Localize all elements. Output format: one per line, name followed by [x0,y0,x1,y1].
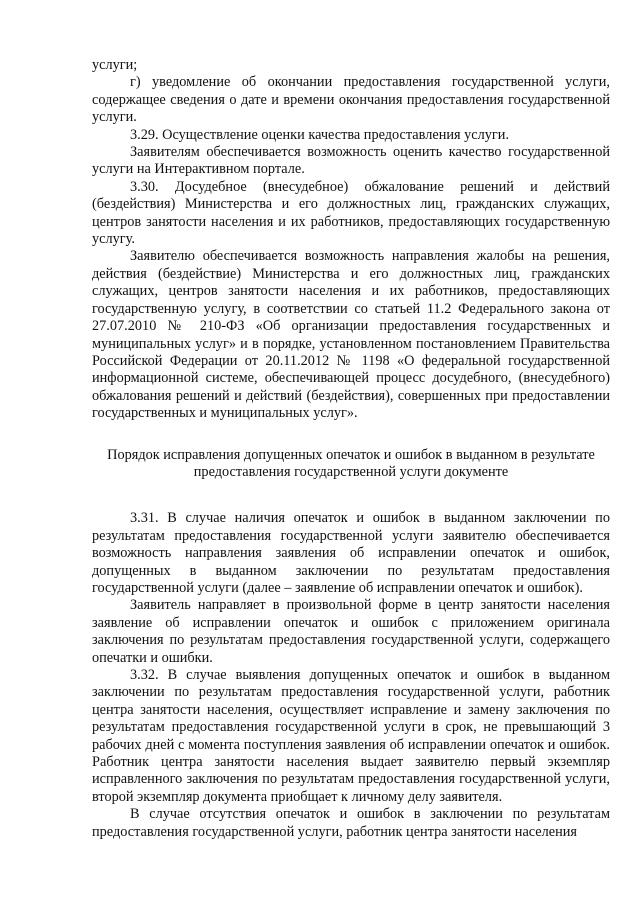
paragraph-3-31: 3.31. В случае наличия опечаток и ошибок в выданном заключении по результатам предоставления государственной услуги заявителю обеспечивается возможность направления заявления об исправлении опечаток и ошибок, допущенных в выданном заключении по результатам предоставления государственной услуги (далее – заявление об исправлении опечаток и ошибок). [92,510,610,596]
paragraph-no-errors: В случае отсутствия опечаток и ошибок в заключении по результатам предоставления государственной услуги, работник центра занятости населения [92,806,610,840]
paragraph-3-30: 3.30. Досудебное (внесудебное) обжалование решений и действий (бездействия) Министерства и его должностных лиц, гражданских служащих, центров занятости населения и их работников, предоставляющих государственную услугу. [92,178,610,248]
paragraph-3-29: 3.29. Осуществление оценки качества предоставления услуги. [130,126,510,143]
paragraph-applicant-request: Заявитель направляет в произвольной форме в центр занятости населения заявление об исправлении опечаток и ошибок с приложением оригинала заключения по результатам предоставления государственной услуги, содержащего опечатки и ошибки. [92,597,610,666]
paragraph-item-g: г) уведомление об окончании предоставления государственной услуги, содержащее сведения о дате и времени окончания предоставления государственной услуги. [92,74,610,126]
paragraph-quality-rating: Заявителям обеспечивается возможность оценить качество государственной услуги на Интерактивном портале. [92,144,610,178]
paragraph-complaint: Заявителю обеспечивается возможность направления жалобы на решения, действия (бездействие) Министерства и его должностных лиц, гражданских служащих, центров занятости населения и их работников, предоставляющих государственную услугу, в соответствии со статьей 11.2 Федерального закона от 27.07.2010 № 210-ФЗ «Об организации предоставления государственных и муниципальных услуг» и в порядке, установленном постановлением Правительства Российской Федерации от 20.11.2012 № 1198 «О федеральной государственной информационной системе, обеспечивающей процесс досудебного, (внесудебного) обжалования решений и действий (бездействия), совершенных при предоставлении государственных и муниципальных услуг». [92,248,610,422]
document-page [92,57,610,841]
paragraph-3-32: 3.32. В случае выявления допущенных опечаток и ошибок в выданном заключении по результатам предоставления государственной услуги, работник центра занятости населения, осуществляет исправление и замену заключения по результатам предоставления государственной услуги в срок, не превышающий 3 рабочих дней с момента поступления заявления об исправлении опечаток и ошибок. Работник центра занятости населения выдает заявителю первый экземпляр исправленного заключения по результатам предоставления государственной услуги, второй экземпляр документа приобщает к личному делу заявителя. [92,667,610,805]
section-heading: Порядок исправления допущенных опечаток и ошибок в выданном в результате предоставления государственной услуги документе [107,446,595,480]
paragraph-continuation: услуги; [92,57,138,73]
